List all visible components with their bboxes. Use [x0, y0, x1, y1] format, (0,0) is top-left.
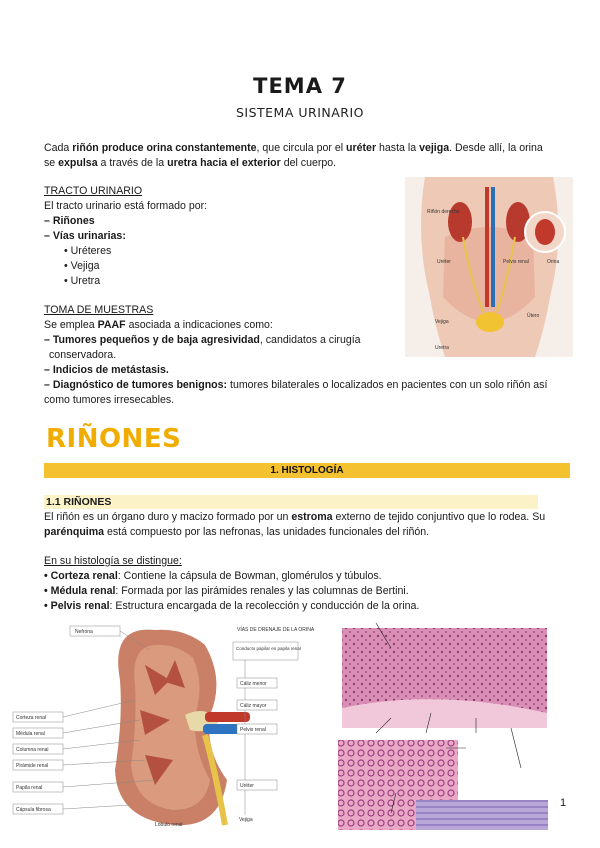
label-capsula-fibrosa: Cápsula fibrosa	[16, 807, 51, 813]
label-nefrona: Nefrona	[75, 629, 93, 635]
label-pelvis-renal: Pelvis renal	[503, 259, 529, 265]
label-orina: Orina	[547, 259, 560, 265]
list-item: • Médula renal: Formada por las pirámides renales y las columnas de Bertini.	[44, 585, 409, 597]
urinary-tract-image	[405, 177, 573, 357]
label-corteza-renal: Corteza renal	[16, 715, 47, 721]
label-medula-renal: Médula renal	[16, 731, 45, 737]
list-item: • Corteza renal: Contiene la cápsula de Bowman, glomérulos y túbulos.	[44, 570, 382, 582]
label-caliz-menor: Cáliz menor	[240, 681, 267, 687]
list-item: • Pelvis renal: Estructura encargada de la recolección y conducción de la orina.	[44, 600, 420, 612]
histologia-list	[44, 554, 574, 614]
toma-muestras-section: TOMA DE MUESTRAS Se emplea PAAF asociada a indicaciones como: – Tumores pequeños y de baja agresividad, candidatos a cirugía conservadora. – Indicios de metástasis. – Diagnóstico de tumores benignos: tumores bilaterales o localizados en pacientes con un solo riñón así como tumores irresecables.	[44, 303, 574, 408]
section-heading-rinones: RIÑONES	[46, 424, 182, 454]
list-item: • Vejiga	[64, 260, 100, 272]
tracto-item-vias: – Vías urinarias:	[44, 230, 126, 242]
label-caliz-mayor: Cáliz mayor	[240, 703, 267, 709]
label-uretra: Uretra	[435, 345, 449, 351]
list-item: • Uréteres	[64, 245, 112, 257]
section-bar-histologia: 1. HISTOLOGÍA	[44, 463, 570, 478]
histology-micrograph	[336, 618, 551, 830]
tracto-urinario-section	[44, 184, 404, 289]
list-item: • Uretra	[64, 275, 101, 287]
page-title: TEMA 7	[253, 74, 347, 98]
label-piramide-renal: Pirámide renal	[16, 763, 49, 769]
label-conducto-papilar: Conducto papilar en papila renal	[236, 646, 301, 651]
label-papila-renal: Papila renal	[16, 785, 43, 791]
intro-paragraph: Cada riñón produce orina constantemente, que circula por el uréter hasta la vejiga. Desde allí, la orina se expulsa a través de la uretra hacia el exterior del cuerpo.	[44, 142, 543, 169]
kidney-diagram-title: VÍAS DE DRENAJE DE LA ORINA	[237, 627, 315, 633]
page-subtitle: SISTEMA URINARIO	[235, 105, 365, 120]
subsection-bar-rinones: 1.1 RIÑONES	[44, 495, 538, 509]
tracto-intro: El tracto urinario está formado por:	[44, 200, 208, 212]
label-vejiga: Vejiga	[435, 319, 449, 325]
histologia-intro: En su histología se distingue:	[44, 555, 182, 567]
tracto-heading: TRACTO URINARIO	[44, 185, 143, 197]
muestras-heading: TOMA DE MUESTRAS	[44, 304, 154, 316]
label-pelvis-renal-diagram: Pelvis renal	[240, 727, 266, 733]
label-utero: Útero	[527, 313, 540, 319]
label-rinon-derecho: Riñón derecho	[427, 209, 460, 215]
tracto-item-rinones: – Riñones	[44, 215, 95, 227]
label-columna-renal: Columna renal	[16, 747, 49, 753]
label-lobulo-renal: Lóbulo renal	[155, 822, 183, 828]
label-vejiga-diagram: Vejiga	[239, 817, 253, 823]
label-ureter: Uréter	[437, 259, 451, 265]
kidney-diagram-image	[5, 620, 315, 830]
label-ureter-diagram: Uréter	[240, 783, 254, 789]
page-number: 1	[560, 797, 567, 809]
rinones-paragraph: El riñón es un órgano duro y macizo formado por un estroma externo de tejido conjuntivo que lo rodea. Su parénquima está compuesto por las nefronas, las unidades funcionales del riñón.	[44, 511, 546, 538]
